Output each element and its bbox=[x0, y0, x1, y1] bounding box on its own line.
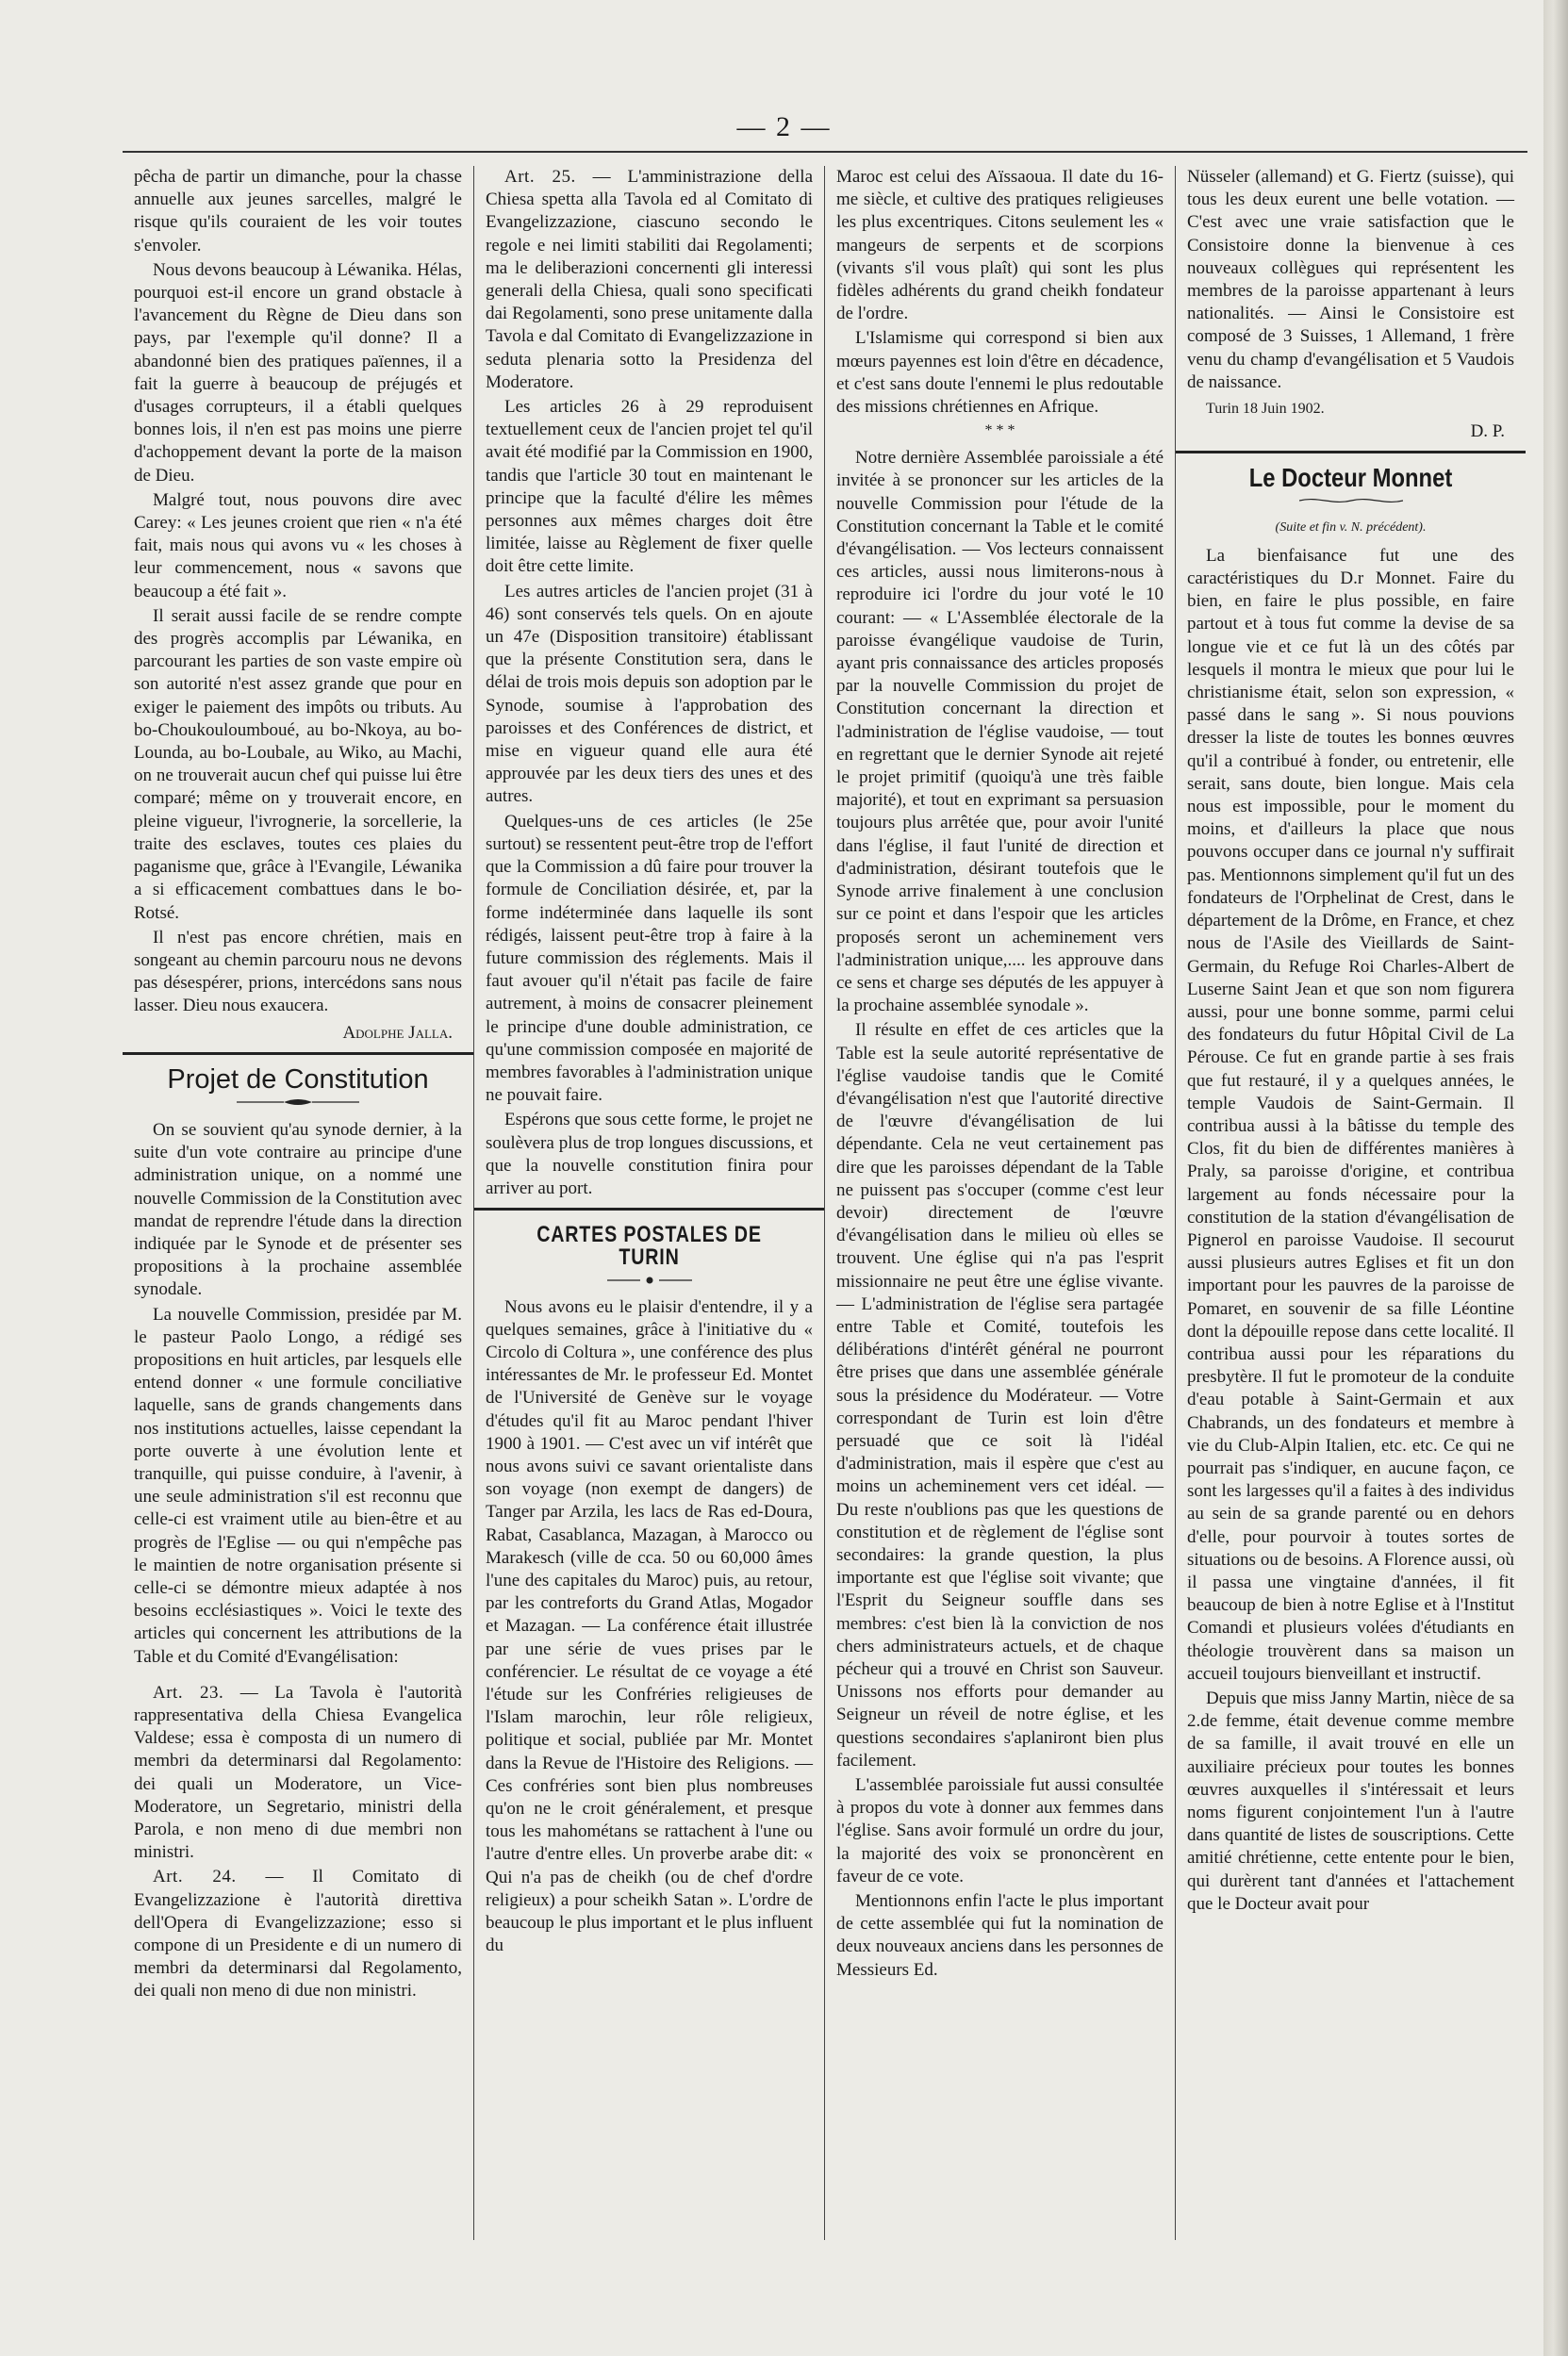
paragraph: Les autres articles de l'ancien projet (31 à 46) sont conservés tels quels. On en ajoute un 47e (Disposition transitoire) établissant que la présente Constitution sera, dans le délai de trois mois depuis son adoption par le Synode, soumise à l'approbation des paroisses et des Conférences de district, et mise en vigueur quand elle aura été approuvée par les deux tiers des unes et des autres. bbox=[486, 581, 813, 807]
column-4 bbox=[1175, 166, 1526, 2240]
article-separator bbox=[123, 1052, 473, 1055]
dateline: Turin 18 Juin 1902. bbox=[1206, 401, 1325, 418]
ornament-divider bbox=[1299, 496, 1403, 505]
paragraph: Nüsseler (allemand) et G. Fiertz (suisse), qui tous les deux eurent une belle votation. — C'est avec une vraie satisfaction que le Consistoire donne la bienvenue à ces nouveaux collègues qui représentent les membres de la paroisse appartenant à leurs nationalités. — Ainsi le Consistoire est composé de 3 Suisses, 1 Allemand, 1 frère venu du champ d'evangélisation et 5 Vaudois de naissance. bbox=[1187, 167, 1514, 392]
article-title-docteur-monnet: Le Docteur Monnet bbox=[1248, 463, 1453, 493]
article-title-cartes-postales: CARTES POSTALES DE TURIN bbox=[536, 1222, 762, 1271]
column-1 bbox=[123, 166, 473, 2240]
article-title-constitution: Projet de Constitution bbox=[167, 1063, 429, 1095]
article-text: — Il Comitato di Evangelizzazione è l'autorità direttiva dell'Opera di Evangelizzazione; esso si compone di un Presidente e di un numero di membri da determinarsi dal Regolamento, dei quali non meno di due non ministri. bbox=[134, 1867, 462, 2002]
newspaper-columns bbox=[123, 166, 1527, 2240]
author-signature: D. P. bbox=[1470, 421, 1505, 442]
paragraph: On se souvient qu'au synode dernier, à la suite d'un vote contraire au principe d'une administration unique, on a nommé une nouvelle Commission de la Constitution avec mandat de reprendre l'étude dans la direction indiquée par le Synode et de présenter ses propositions à la prochaine assemblée synodale. bbox=[134, 1119, 462, 1300]
ornament-divider bbox=[237, 1096, 359, 1108]
article-label: Art. 23. bbox=[153, 1682, 224, 1703]
section-stars: * * * bbox=[984, 422, 1015, 439]
paragraph: Malgré tout, nous pouvons dire avec Carey: « Les jeunes croient que rien « n'a été fait, mais nous qui avons vu « les choses à leur commencement, nous « savons que beaucoup a été fait ». bbox=[134, 489, 462, 601]
column-3 bbox=[824, 166, 1175, 2240]
paragraph: Quelques-uns de ces articles (le 25e surtout) se ressentent peut-être trop de l'effort que la Commission a dû faire pour trouver la formule de Conciliation désirée, et, par la forme indéterminée dans laquelle ils sont rédigés, laissent peut-être trop à faire à la future commission des réglements. Mais il faut avouer qu'il n'était pas facile de faire autrement, à moins de consacrer pleinement le principe d'une double administration, ce qu'une commission composée en majorité de membres favorables à l'administration unique ne pouvait faire. bbox=[486, 811, 813, 1106]
page-edge-shadow bbox=[1543, 0, 1568, 2356]
paragraph: La nouvelle Commission, presidée par M. le pasteur Paolo Longo, a rédigé ses propositions en huit articles, par lesquels elle entend donner « une formule conciliative laquelle, sans de grands changements dans nos institutions actuelles, laisse cependant la porte ouverte à une évolution lente et tranquille, qui puisse conduire, à l'avenir, à une seule administration s'il est reconnu que celle-ci est vraiment utile au bien-être et au progrès de l'Eglise — ou qui n'empêche pas le maintien de notre organisation présente si celle-ci se démontre mieux adaptée à nos besoins ecclésiastiques ». Voici le texte des articles qui concernent les attributions de la Table et du Comité d'Evangélisation: bbox=[134, 1304, 462, 1667]
paragraph: Les articles 26 à 29 reproduisent textuellement ceux de l'ancien projet tel qu'il avait été modifié par la Commission en 1900, tandis que l'article 30 tout en maintenant le principe que la faculté d'élire les mêmes personnes aux mêmes charges doit être limitée, laisse au Règlement de fixer quelle doit être cette limite. bbox=[486, 397, 813, 577]
article-separator bbox=[474, 1208, 824, 1211]
article-text: — La Tavola è l'autorità rappresentativa della Chiesa Evangelica Valdese; essa è composta di un numero di membri da determinarsi dal Regolamento: dei quali un Moderatore, un Vice-Moderatore, un Segretario, ministri della Parola, e non meno di due membri non ministri. bbox=[134, 1682, 462, 1863]
paragraph: L'Islamisme qui correspond si bien aux mœurs payennes est loin d'être en décadence, et c'est sans doute l'ennemi le plus redoutable des missions chrétiennes en Afrique. bbox=[836, 328, 1164, 418]
paragraph: Il n'est pas encore chrétien, mais en songeant au chemin parcouru nous ne devons pas désespérer, prions, intercédons sans nous lasser. Dieu nous exaucera. bbox=[134, 927, 462, 1016]
header-rule bbox=[123, 151, 1527, 153]
paragraph: Depuis que miss Janny Martin, nièce de sa 2.de femme, était devenue comme membre de sa famille, il avait trouvé en elle un auxiliaire précieux pour toutes les bonnes œuvres auxquelles il s'intéressait et leurs noms figurent conjointement l'un à l'autre dans quantité de listes de souscriptions. Cette amitié chrétienne, cette entente pour le bien, qui durèrent tant d'années et l'attachement que le Docteur avait pour bbox=[1187, 1689, 1514, 1914]
paragraph: Notre dernière Assemblée paroissiale a été invitée à se prononcer sur les articles de la nouvelle Commission pour l'étude de la Constitution concernant la Table et le comité d'évangélisation. — Vos lecteurs connaissent ces articles, aussi nous limiterons-nous à reproduire ici l'ordre du jour voté le 10 courant: — « L'Assemblée électorale de la paroisse évangélique vaudoise de Turin, ayant pris connaissance des articles proposés par la nouvelle Commission du projet de Constitution concernant la direction et l'administration de l'église vaudoise, — tout en regrettant que le dernier Synode ait rejeté le projet primitif (quoiqu'à une très faible majorité), et tout en exprimant sa persuasion toujours plus arrêtée que, pour avoir l'unité dans l'église, il faut l'unité de direction et d'administration, désirant toutefois que le Synode arrive finalement à une conclusion sur ce point et dans l'espoir que les articles proposés seront un acheminement vers l'administration unique,.... les approuve dans ce sens et charge ses députés de les appuyer à la prochaine assemblée synodale ». bbox=[836, 448, 1164, 1016]
paragraph: L'assemblée paroissiale fut aussi consultée à propos du vote à donner aux femmes dans l'église. Sans avoir formulé un ordre du jour, la majorité des voix se prononcèrent en faveur de ce vote. bbox=[836, 1775, 1164, 1886]
column-2 bbox=[473, 166, 824, 2240]
article-separator bbox=[1176, 451, 1526, 453]
paragraph: pêcha de partir un dimanche, pour la chasse annuelle aux jeunes sarcelles, malgré le risque qu'ils couraient de les voir toutes s'envoler. bbox=[134, 167, 462, 255]
paragraph: Espérons que sous cette forme, le projet ne soulèvera plus de trop longues discussions, et que la nouvelle constitution finira pour arriver au port. bbox=[486, 1110, 813, 1198]
article-text: — L'amministrazione della Chiesa spetta alla Tavola ed al Comitato di Evangelizzazione, ciascuno secondo le regole e nei limiti stabiliti dai Regolamenti; ma le deliberazioni concernenti gli interessi generali della Chiesa, quali sono specificati dai Regolamenti, sono prese unitamente dalla Tavola e dal Comitato di Evangelizzazione in seduta plenaria sotto la Presidenza del Moderatore. bbox=[486, 167, 814, 392]
paragraph: Nous devons beaucoup à Léwanika. Hélas, pourquoi est-il encore un grand obstacle à l'avancement du Règne de Dieu dans son pays, par l'exemple qu'il donne? Il a abandonné bien des pratiques païennes, il a fait la guerre à beaucoup de préjugés et d'usages corrupteurs, il a établi quelques bonnes lois, il n'en est pas moins une pierre d'achoppement devant la porte de la maison de Dieu. bbox=[134, 259, 462, 486]
ornament-divider bbox=[607, 1276, 692, 1285]
author-signature: Adolphe Jalla. bbox=[342, 1022, 453, 1043]
paragraph: Nous avons eu le plaisir d'entendre, il y a quelques semaines, grâce à l'initiative du « Circolo di Coltura », une conférence des plus intéressantes de Mr. le professeur Ed. Montet de l'Université de Genève sur le voyage d'études qu'il fit au Maroc pendant l'hiver 1900 à 1901. — C'est avec un vif intérêt que nous avons suivi ce savant orientaliste dans son voyage (non exempt de dangers) de Tanger par Arzila, les lacs de Ras ed-Doura, Rabat, Casablanca, Mazagan, à Marocco ou Marakesch (ville de cca. 50 ou 60,000 âmes l'une des capitales du Maroc) puis, au retour, par les contreforts du Grand Atlas, Mogador et Mazagan. — La conférence était illustrée par une série de vues prises par le conférencier. Le résultat de ce voyage a été l'étude sur les Confréries religieuses de l'Islam marochin, leur rôle religieux, politique et social, publiée par Mr. Montet dans la Revue de l'Histoire des Religions. — Ces confréries sont bien plus nombreuses qu'on ne le croit généralement, et presque tous les mahométans se rattachent à l'une ou l'autre d'entre elles. Un proverbe arabe dit: « Qui n'a pas de cheikh (ou de chef d'ordre religieux) a pour scheikh Satan ». L'ordre de beaucoup le plus important et le plus influent du bbox=[486, 1296, 813, 1956]
paragraph: Il résulte en effet de ces articles que la Table est la seule autorité représentative de l'église vaudoise tandis que le Comité d'évangélisation n'est que l'autorité directive de l'œuvre d'évangélisation de lui dépendante. Cela ne veut certainement pas dire que les paroisses dépendant de la Table ne puissent pas s'occuper (comme c'est leur devoir) directement de l'œuvre d'évangélisation dans le milieu où elles se trouvent. Une église qui n'a pas l'esprit missionnaire ne peut être une église vivante. — L'administration de l'église sera partagée entre Table et Comité, toutefois les délibérations d'intérêt général ne pourront être prises que dans une assemblée générale sous la présidence du Modérateur. — Votre correspondant de Turin est loin d'être persuadé que ce soit là l'idéal d'administration, mais il espère que c'est au moins un acheminement vers cet idéal. — Du reste n'oublions pas que les questions de constitution et de règlement de l'église sont secondaires: la grande question, la plus importante est que l'église soit vivante; que l'Esprit du Seigneur souffle dans ses membres: c'est bien là la conviction de nos chers administrateurs actuels, et de chaque pécheur qui a trouvé en Christ son Sauveur. Unissons nos efforts pour demander au Seigneur un réveil de notre église, et les questions secondaires s'aplaniront bien plus facilement. bbox=[836, 1020, 1164, 1771]
paragraph: Mentionnons enfin l'acte le plus important de cette assemblée qui fut la nomination de deux nouveaux anciens dans les personnes de Messieurs Ed. bbox=[836, 1891, 1164, 1980]
paragraph: Il serait aussi facile de se rendre compte des progrès accomplis par Léwanika, en parcourant les parties de son vaste empire où son autorité n'est assez grande que pour en exiger le paiement des impôts ou tributs. Au bo-Choukouloumboué, au bo-Nkoya, au bo-Lounda, au bo-Loubale, au Wiko, au Machi, on ne trouverait aucun chef qui puisse lui être comparé; même on y trouverait encore, en pleine vigueur, l'ivrognerie, la sorcellerie, la traite des esclaves, toutes ces plaies du paganisme que, grâce à l'Evangile, Léwanika a si efficacement combattues dans le bo-Rotsé. bbox=[134, 605, 462, 923]
paragraph: Maroc est celui des Aïssaoua. Il date du 16-me siècle, et cultive des pratiques religieuses les plus excentriques. Citons seulement les « mangeurs de serpents et de scorpions (vivants s'il vous plaît) qui sont les plus fidèles adhérents du grand cheikh fondateur de l'ordre. bbox=[836, 167, 1164, 324]
article-label: Art. 24. bbox=[153, 1867, 237, 1887]
page-number: — 2 — bbox=[736, 111, 832, 142]
article-label: Art. 25. bbox=[504, 167, 576, 187]
continuation-note: (Suite et fin v. N. précédent). bbox=[1275, 519, 1427, 535]
paragraph: La bienfaisance fut une des caractéristiques du D.r Monnet. Faire du bien, en faire le plus possible, en faire partout et à tous fut comme la devise de sa longue vie et ce fut là un des côtés par lesquels il montra le mieux que pour lui le christianisme était, selon son expression, « passé dans le sang ». Si nous pouvions dresser la liste de toutes les bonnes œuvres qu'il a contribué à fonder, ou entretenir, elle serait, sans doute, bien longue. Mais cela nous est impossible, pour le moment du moins, et d'ailleurs la place que nous pouvons occuper dans ce journal n'y suffirait pas. Mentionnons simplement qu'il fut un des fondateurs de l'Orphelinat de Crest, dans le département de la Drôme, en France, et chez nous de l'Asile des Vieillards de Saint-Germain, du Refuge Roi Charles-Albert de Luserne Saint Jean et que son nom figurera aussi, pour une bonne somme, parmi celui des fondateurs du futur Hôpital Civil de La Pérouse. Ce fut en grande partie à ses frais que fut restauré, il y a quelques années, le temple Vaudois de Saint-Germain. Il contribua aussi à la bâtisse du temple des Clos, fit du bien de différentes manières à Praly, sa paroisse d'origine, et contribua largement au fonds nécessaire pour la constitution de la station d'évangélisation de Pignerol en paroisse Vaudoise. Il secourut aussi plusieurs autres Eglises et fit un don important pour les pauvres de la paroisse de Pomaret, en souvenir de sa fille Léontine dont la dépouille repose dans cette localité. Il contribua aussi pour les réparations du presbytère. Il fut le promoteur de la conduite d'eau potable à Saint-Germain et aux Chabrands, un des fondateurs et membre à vie du Club-Alpin Italien, etc. etc. Ce qui ne pourrait pas s'indiquer, en aucune façon, ce sont les largesses qu'il a faites à des individus au sein de sa grande parenté ou en dehors d'elle, pour pourvoir à toutes sortes de situations ou de besoins. A Florence aussi, où il passa une vingtaine d'années, il fit beaucoup de bien à notre Eglise et à l'Institut Comandi et plusieurs volées d'étudiants en théologie trouvèrent dans sa maison un accueil toujours bienveillant et instructif. bbox=[1187, 545, 1514, 1684]
